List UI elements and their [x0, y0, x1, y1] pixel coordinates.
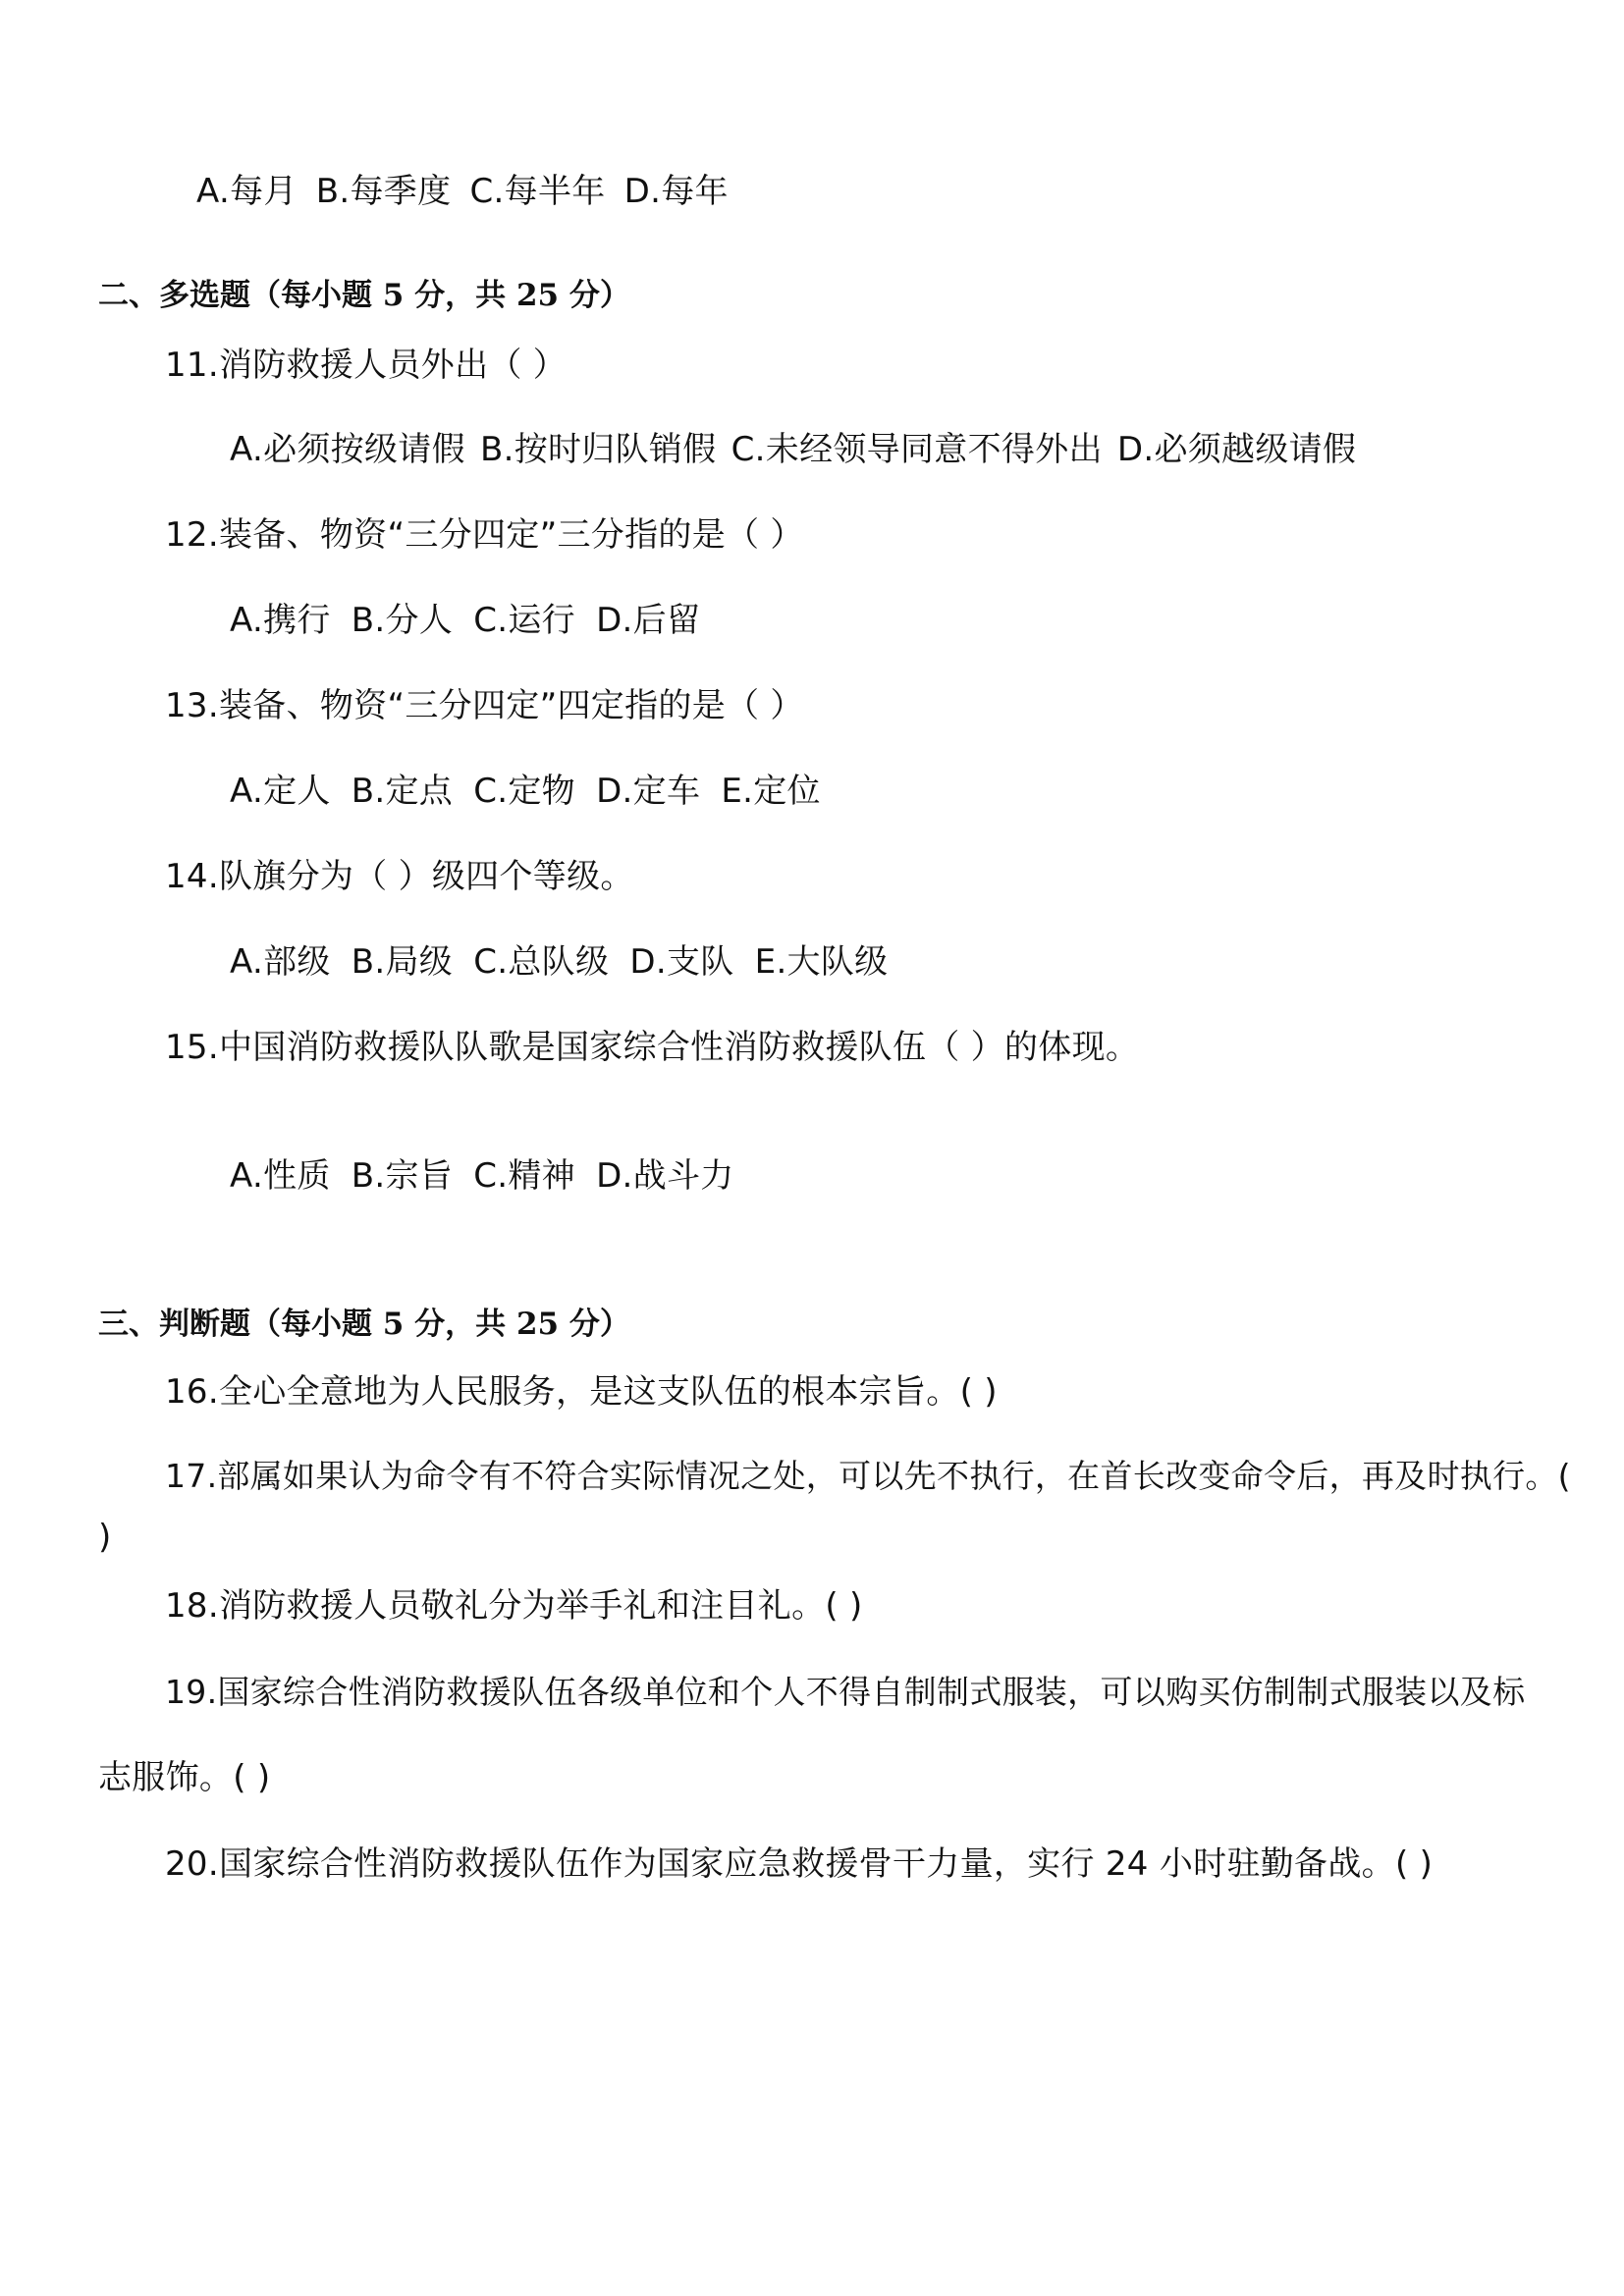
section-3-heading: 三、判断题（每小题 5 分，共 25 分） [98, 1307, 630, 1342]
q15-options: A.性质 B.宗旨 C.精神 D.战斗力 [230, 1156, 734, 1196]
q11-stem: 11.消防救援人员外出（ ） [165, 346, 568, 385]
q10-options: A.每月 B.每季度 C.每半年 D.每年 [196, 172, 729, 211]
q16: 16.全心全意地为人民服务，是这支队伍的根本宗旨。( ) [165, 1372, 998, 1412]
q14-stem: 14.队旗分为（ ）级四个等级。 [165, 857, 634, 896]
q13-stem: 13.装备、物资“三分四定”四定指的是（ ） [165, 686, 804, 725]
q13-options: A.定人 B.定点 C.定物 D.定车 E.定位 [230, 772, 821, 811]
q14-options: A.部级 B.局级 C.总队级 D.支队 E.大队级 [230, 942, 889, 982]
q11-options: A.必须按级请假 B.按时归队销假 C.未经领导同意不得外出 D.必须越级请假 [230, 430, 1357, 469]
section-2-heading: 二、多选题（每小题 5 分，共 25 分） [98, 278, 630, 313]
q12-stem: 12.装备、物资“三分四定”三分指的是（ ） [165, 515, 804, 555]
q20: 20.国家综合性消防救援队伍作为国家应急救援骨干力量，实行 24 小时驻勤备战。( ) [165, 1844, 1434, 1884]
q18: 18.消防救援人员敬礼分为举手礼和注目礼。( ) [165, 1586, 863, 1626]
q19-line-2: 志服饰。( ) [98, 1758, 271, 1797]
q19-line-1: 19.国家综合性消防救援队伍各级单位和个人不得自制制式服装，可以购买仿制制式服装以及标 [165, 1673, 1526, 1711]
q17-line-1: 17.部属如果认为命令有不符合实际情况之处，可以先不执行，在首长改变命令后，再及时执行。( [165, 1457, 1571, 1495]
q15-stem: 15.中国消防救援队队歌是国家综合性消防救援队伍（ ）的体现。 [165, 1028, 1140, 1067]
q17-line-2: ) [98, 1518, 112, 1557]
q12-options: A.携行 B.分人 C.运行 D.后留 [230, 601, 701, 640]
